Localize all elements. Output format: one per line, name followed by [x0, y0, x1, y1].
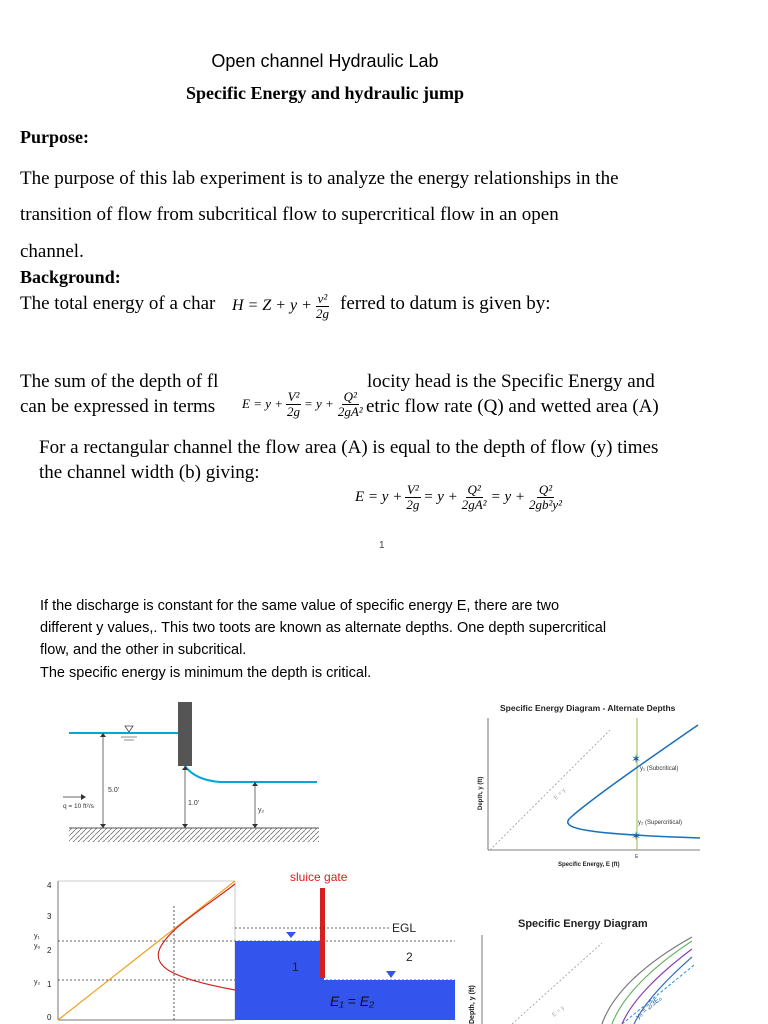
- purpose-line-3: channel.: [20, 241, 84, 262]
- upstream-depth-label: 5.0': [108, 787, 120, 794]
- e-equals-y-label: E = y: [551, 1005, 566, 1019]
- e-equals-y-line: [58, 881, 235, 1020]
- section1-marker-icon: [286, 932, 296, 938]
- section1-label: 1: [292, 960, 299, 974]
- sluice-gate: [178, 702, 192, 766]
- y-axis-ticks: [47, 881, 52, 1022]
- alternate-depths-title: Specific Energy Diagram - Alternate Depths: [500, 703, 676, 713]
- alternate-depths-ylabel: Depth, y (ft): [478, 776, 484, 810]
- footnote-number: 1: [379, 540, 385, 551]
- channel-bed: [69, 828, 319, 842]
- sluice-gate-energy-figure: [30, 866, 460, 1024]
- section2-label: 2: [406, 950, 413, 964]
- sluice-gate-figure: [55, 700, 325, 855]
- purpose-line-1: The purpose of this lab experiment is to analyze the energy relationships in the: [20, 168, 619, 189]
- specific-energy-ylabel: Depth, y (ft): [469, 985, 476, 1024]
- upstream-water: [235, 941, 324, 1020]
- curve-3: [622, 949, 692, 1024]
- purpose-line-2: transition of flow from subcritical flow to supercritical flow in an open: [20, 204, 559, 225]
- specific-energy-figure: [462, 905, 702, 1024]
- discharge-line-3: flow, and the other in subcritical.: [40, 642, 247, 658]
- discharge-line-2: different y values,. This two toots are known as alternate depths. One depth supercritical: [40, 620, 607, 636]
- yc-axis-label: yₒ: [34, 943, 41, 950]
- specific-energy-title: Specific Energy Diagram: [518, 918, 648, 930]
- rect-text-line2: the channel width (b) giving:: [39, 462, 260, 483]
- sum-text-line1-right: locity head is the Specific Energy and: [367, 371, 655, 392]
- alternate-depths-figure: [470, 700, 702, 872]
- y1-axis-label: y₁: [34, 933, 40, 940]
- energy-equality-label: E₁ = E₂: [330, 993, 375, 1009]
- rect-text-line1: For a rectangular channel the flow area (A) is equal to the depth of flow (y) times: [39, 437, 659, 458]
- page-title: Open channel Hydraulic Lab: [211, 51, 439, 71]
- discharge-label: q = 10 ft²/s: [63, 803, 94, 810]
- star-supercritical-icon: ✶: [631, 829, 642, 843]
- svg-text:0: 0: [47, 1013, 52, 1022]
- svg-text:2: 2: [47, 946, 52, 955]
- specific-energy-equation: E = y + $\frac{\text{V²}}{2g}$ = y + $\frac{\text{Q²}}{\text{2gA²}}$: [242, 382, 367, 426]
- downstream-water-surface: [185, 766, 317, 782]
- discharge-line-4: The specific energy is minimum the depth is critical.: [40, 665, 372, 681]
- supercritical-label: y₂ (Supercritical): [638, 820, 683, 826]
- background-heading: Background:: [20, 267, 121, 287]
- page-subtitle: Specific Energy and hydraulic jump: [185, 83, 465, 103]
- discharge-line-1: If the discharge is constant for the same value of specific energy E, there are two: [40, 598, 560, 614]
- water-level-marker-icon: [125, 726, 133, 732]
- sluice-gate-label: sluice gate: [290, 870, 348, 884]
- svg-text:4: 4: [47, 881, 52, 890]
- rect-energy-equation: E = y + $\frac{\text{V²}}{2g}$ = y + $\frac{\text{Q²}}{\text{2gA²}}$ = y + $\frac{\text{Q²}}{\text{2gb²y²}}$: [355, 481, 563, 512]
- section2-marker-icon: [386, 971, 396, 978]
- alternate-depths-xlabel: Specific Energy, E (ft): [558, 862, 620, 868]
- sum-text-line2-left: can be expressed in terms: [20, 396, 216, 417]
- e-tick-label: E: [635, 854, 639, 860]
- e-equals-y-line: [490, 730, 610, 850]
- y2-label: y₂: [258, 807, 265, 814]
- total-energy-text-left: The total energy of a char: [20, 293, 216, 314]
- egl-label: EGL: [392, 921, 417, 935]
- total-energy-text-right: ferred to datum is given by:: [340, 293, 551, 314]
- sum-text-line2-right: etric flow rate (Q) and wetted area (A): [366, 396, 659, 417]
- specific-energy-curve: [158, 884, 235, 990]
- total-energy-equation: H = Z + y + $\frac{\text{v²}}{2g}$: [232, 284, 333, 328]
- svg-text:3: 3: [47, 912, 52, 921]
- critical-depth-label: yₒ = 2/3Eₒ: [634, 995, 664, 1021]
- svg-text:1: 1: [47, 980, 52, 989]
- e-equals-y-label: E = y: [553, 787, 568, 802]
- sum-text-line1-left: The sum of the depth of fl: [20, 371, 219, 392]
- sluice-gate: [320, 888, 325, 978]
- y2-axis-label: y₂: [34, 979, 41, 986]
- star-subcritical-icon: ✶: [631, 752, 642, 766]
- subcritical-label: y₁ (Subcritical): [640, 766, 679, 772]
- gate-opening-label: 1.0': [188, 800, 200, 807]
- purpose-heading: Purpose:: [20, 127, 89, 147]
